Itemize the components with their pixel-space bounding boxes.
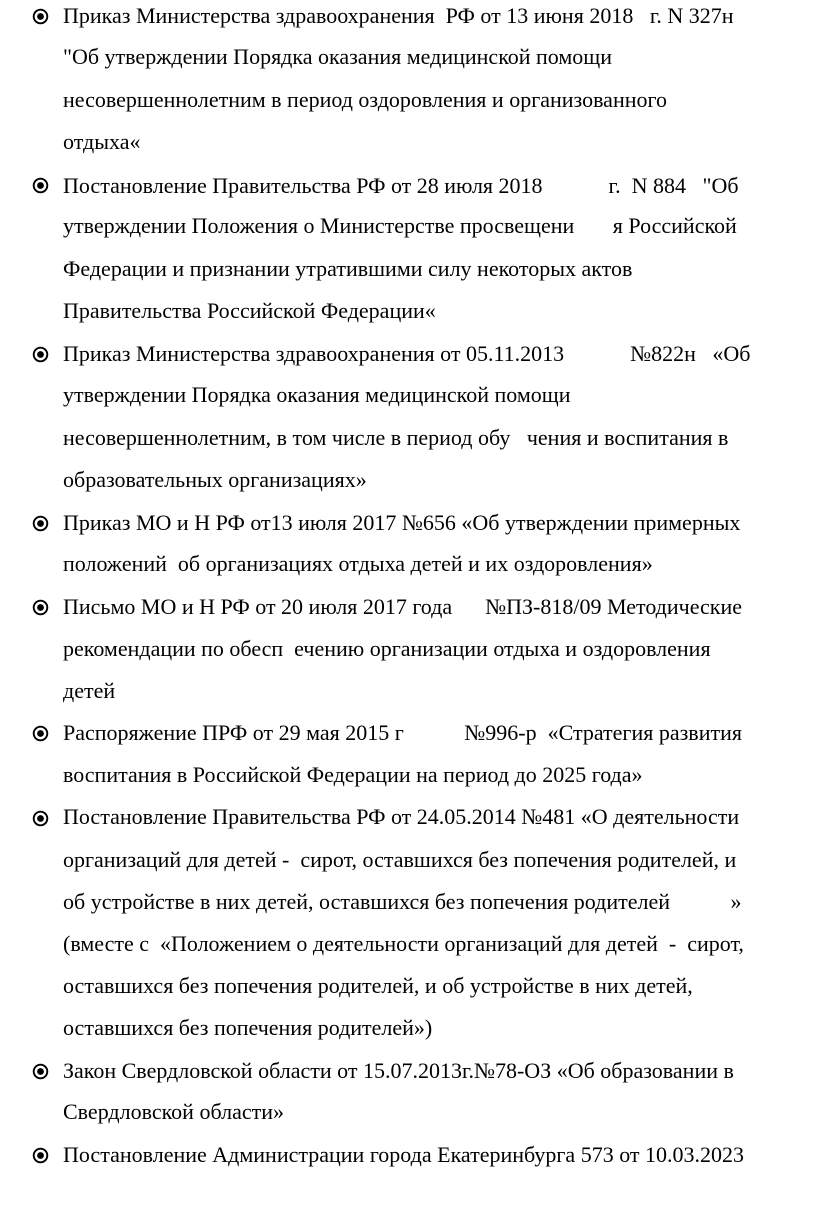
list-item-line: об устройстве в них детей, оставшихся без попечения родителей »: [63, 889, 742, 914]
list-item-line: рекомендации по обесп ечению организации отдыха и оздоровления: [63, 636, 711, 661]
list-item-line: утверждении Положения о Министерстве просвещени я Российской: [63, 213, 737, 238]
radio-bullet-icon: [32, 346, 49, 363]
radio-bullet-icon: [32, 1063, 49, 1080]
list-item-line: воспитания в Российской Федерации на период до 2025 года»: [63, 762, 643, 787]
list-item-line: Свердловской области»: [63, 1099, 284, 1124]
list-item-line: образовательных организациях»: [63, 467, 367, 492]
radio-bullet-icon: [32, 8, 49, 25]
list-item-line: Правительства Российской Федерации«: [63, 298, 436, 323]
radio-bullet-icon: [32, 725, 49, 742]
radio-bullet-icon: [32, 599, 49, 616]
list-item-line: Постановление Администрации города Екатеринбурга 573 от 10.03.2023: [63, 1142, 745, 1167]
radio-bullet-icon: [32, 515, 49, 532]
list-item-line: Распоряжение ПРФ от 29 мая 2015 г №996-р «Стратегия развития: [63, 720, 742, 745]
list-item-line: оставшихся без попечения родителей, и об устройстве в них детей,: [63, 973, 693, 998]
list-item-line: Приказ Министерства здравоохранения РФ от 13 июня 2018 г. N 327н: [63, 3, 734, 28]
list-item-line: Федерации и признании утратившими силу некоторых актов: [63, 256, 633, 281]
list-item-line: несовершеннолетним, в том числе в период обу чения и воспитания в: [63, 425, 729, 450]
list-item-line: Закон Свердловской области от 15.07.2013г.№78-ОЗ «Об образовании в: [63, 1058, 734, 1083]
list-item-line: Приказ Министерства здравоохранения от 05.11.2013 №822н «Об: [63, 341, 751, 366]
list-item-line: детей: [63, 678, 116, 703]
list-item-line: Постановление Правительства РФ от 24.05.2014 №481 «О деятельности: [63, 804, 740, 829]
radio-bullet-icon: [32, 810, 49, 827]
list-item-line: отдыха«: [63, 129, 141, 154]
list-item-line: (вместе с «Положением о деятельности организаций для детей - сирот,: [63, 931, 744, 956]
list-item-line: Приказ МО и Н РФ от13 июля 2017 №656 «Об утверждении примерных: [63, 510, 741, 535]
list-item-line: несовершеннолетним в период оздоровления и организованного: [63, 87, 667, 112]
list-item-line: организаций для детей - сирот, оставшихся без попечения родителей, и: [63, 847, 737, 872]
list-item-line: Письмо МО и Н РФ от 20 июля 2017 года №ПЗ-818/09 Методические: [63, 594, 743, 619]
list-item-line: положений об организациях отдыха детей и их оздоровления»: [63, 551, 653, 576]
list-item-line: утверждении Порядка оказания медицинской помощи: [63, 382, 571, 407]
list-item-line: оставшихся без попечения родителей»): [63, 1015, 433, 1040]
list-item-line: Постановление Правительства РФ от 28 июля 2018 г. N 884 "Об: [63, 173, 739, 198]
radio-bullet-icon: [32, 177, 49, 194]
list-item-line: "Об утверждении Порядка оказания медицинской помощи: [63, 44, 613, 69]
radio-bullet-icon: [32, 1147, 49, 1164]
